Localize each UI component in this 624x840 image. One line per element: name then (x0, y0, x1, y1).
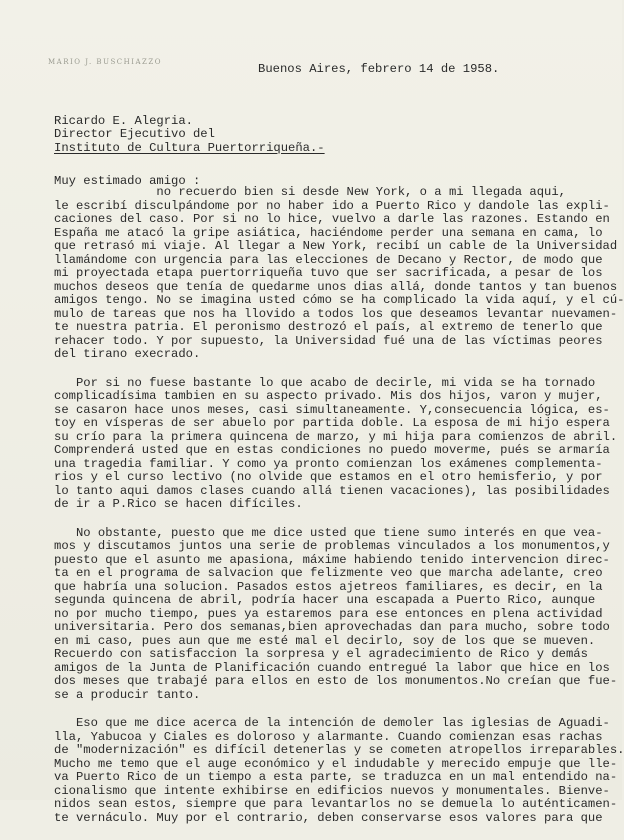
text-line: se casaron hace unos meses, casi simultaneamente. Y,consecuencia lógica, es- (54, 402, 610, 417)
text-line: de "modernización" es difícil detenerlas y se cometen atropellos irreparables. (54, 743, 624, 757)
letterhead: MARIO J. BUSCHIAZZO (48, 58, 163, 66)
text-line: No obstante, puesto que me dice usted que tiene sumo interés en que vea- (54, 525, 603, 540)
text-line: universitaria. Pero dos semanas,bien aprovechadas dan para mucho, sobre todo (54, 620, 610, 634)
letter-date: Buenos Aires, febrero 14 de 1958. (258, 62, 500, 76)
text-line: mi proyectada etapa puertorriqueña tuvo que ser sacrificada, a pesar de los (54, 266, 603, 280)
text-line: que retrasó mi viaje. Al llegar a New York, recibí un cable de la Universidad (54, 239, 618, 253)
text-line: ta en el programa de salvacion que felizmente veo que marcha adelante, creo (54, 566, 603, 580)
text-line: España me atacó la gripe asiática, haciéndome perder una semana en cama, lo (54, 225, 603, 240)
text-line: Recuerdo con satisfaccion la sorpresa y el agradecimiento de Rico y demás (54, 647, 588, 661)
paragraph (54, 375, 618, 512)
text-line: en mi caso, pues aun que me esté mal el decirlo, soy de los que se mueven. (54, 633, 596, 648)
text-line: te nuestra patria. El peronismo destrozó el país, al extremo de tenerlo que (54, 320, 603, 334)
text-line: rehacer todo. Y por supuesto, la Universidad fué una de las víctimas peores (54, 333, 603, 348)
text-line: se a producir tanto. (54, 687, 201, 702)
text-line: que habría una solucion. Pasados estos ajetreos familiares, es decir, en la (54, 579, 603, 594)
text-line: lo tanto aqui damos clases cuando allá tienen vacaciones), las posibilidades (54, 483, 610, 498)
text-line: de ir a P.Rico se hacen difíciles. (54, 497, 303, 511)
paragraph (54, 185, 624, 362)
text-line: va Puerto Rico de un tiempo a esta parte, se traduzca en un mal entendido na- (54, 770, 618, 784)
text-line: Comprenderá usted que en estas condiciones no puedo moverme, pués se armaría (54, 443, 610, 457)
paragraph (54, 525, 618, 703)
text-line: cionalismo que intente exhibirse en edificios nuevos y monumentales. Bienve- (54, 783, 610, 798)
text-line: una tragedia familiar. Y como ya pronto comienzan los exámenes complementa- (54, 456, 603, 471)
text-line: segunda quincena de abril, podría hacer una escapada a Puerto Rico, aunque (54, 593, 596, 607)
addressee-institution: Instituto de Cultura Puertorriqueña.- (54, 140, 325, 155)
text-line: mulo de tareas que nos ha llovido a todos los que deseamos levantar nuevamen- (54, 306, 618, 321)
salutation: Muy estimado amigo : (54, 174, 201, 188)
addressee-title: Director Ejecutivo del (54, 127, 215, 142)
text-line: caciones del caso. Por si no lo hice, vuelvo a darle las razones. Estando en (54, 212, 610, 226)
text-line: amigos tengo. No se imagina usted cómo se ha complicado la vida aquí, y el cú- (54, 293, 624, 307)
addressee-name: Ricardo E. Alegria. (54, 114, 193, 128)
text-line: llamándome con urgencia para las elecciones de Decano y Rector, de modo que (54, 252, 603, 267)
text-line: te vernáculo. Muy por el contrario, deben conservarse esos valores para que (54, 810, 603, 825)
text-line: puesto que el asunto me apasiona, máxime habiendo tenido intervencion direc- (54, 552, 610, 567)
paragraph (54, 716, 624, 825)
text-line: toy en vísperas de ser abuelo por partida doble. La esposa de mi hijo espera (54, 416, 610, 430)
text-line: Mucho me temo que el auge económico y el indudable y merecido empuje que lle- (54, 756, 618, 771)
text-line: Eso que me dice acerca de la intención de demoler las iglesias de Aguadi- (54, 716, 610, 730)
text-line: Por si no fuese bastante lo que acabo de decirle, mi vida se ha tornado (54, 375, 596, 390)
text-line: complicadísima tambien en su aspecto privado. Mis dos hijos, varon y mujer, (54, 389, 603, 403)
text-line: dos meses que trabajé para ellos en esto de los monumentos.No creían que fue- (54, 674, 618, 688)
addressee-block (54, 115, 325, 155)
text-line: mos y discutamos juntos una serie de problemas vinculados a los monumentos,y (54, 539, 610, 553)
text-line: amigos de la Junta de Planificación cuando entregué la labor que hice en los (54, 660, 610, 675)
letter-body (54, 185, 624, 840)
text-line: del tirano execrado. (54, 347, 201, 361)
text-line: no recuerdo bien si desde New York, o a mi llegada aqui, (54, 185, 566, 199)
text-line: muchos deseos que tenía de quedarme unos dias allá, donde tantos y tan buenos (54, 279, 618, 294)
text-line: su crío para la primera quincena de marzo, y mi hija para comienzos de abril. (54, 429, 618, 444)
text-line: no por mucho tiempo, pues ya estaremos para ese entonces en plena actividad (54, 606, 603, 621)
text-line: lla, Yabucoa y Ciales es doloroso y alarmante. Cuando comienzan esas rachas (54, 729, 603, 744)
text-line: le escribí disculpándome por no haber ido a Puerto Rico y dandole las expli- (54, 198, 610, 213)
text-line: rios y el curso lectivo (no olvide que estamos en el otro hemisferio, y por (54, 470, 603, 484)
text-line: nidos sean estos, siempre que para levantarlos no se demuela lo auténticamen- (54, 797, 618, 811)
